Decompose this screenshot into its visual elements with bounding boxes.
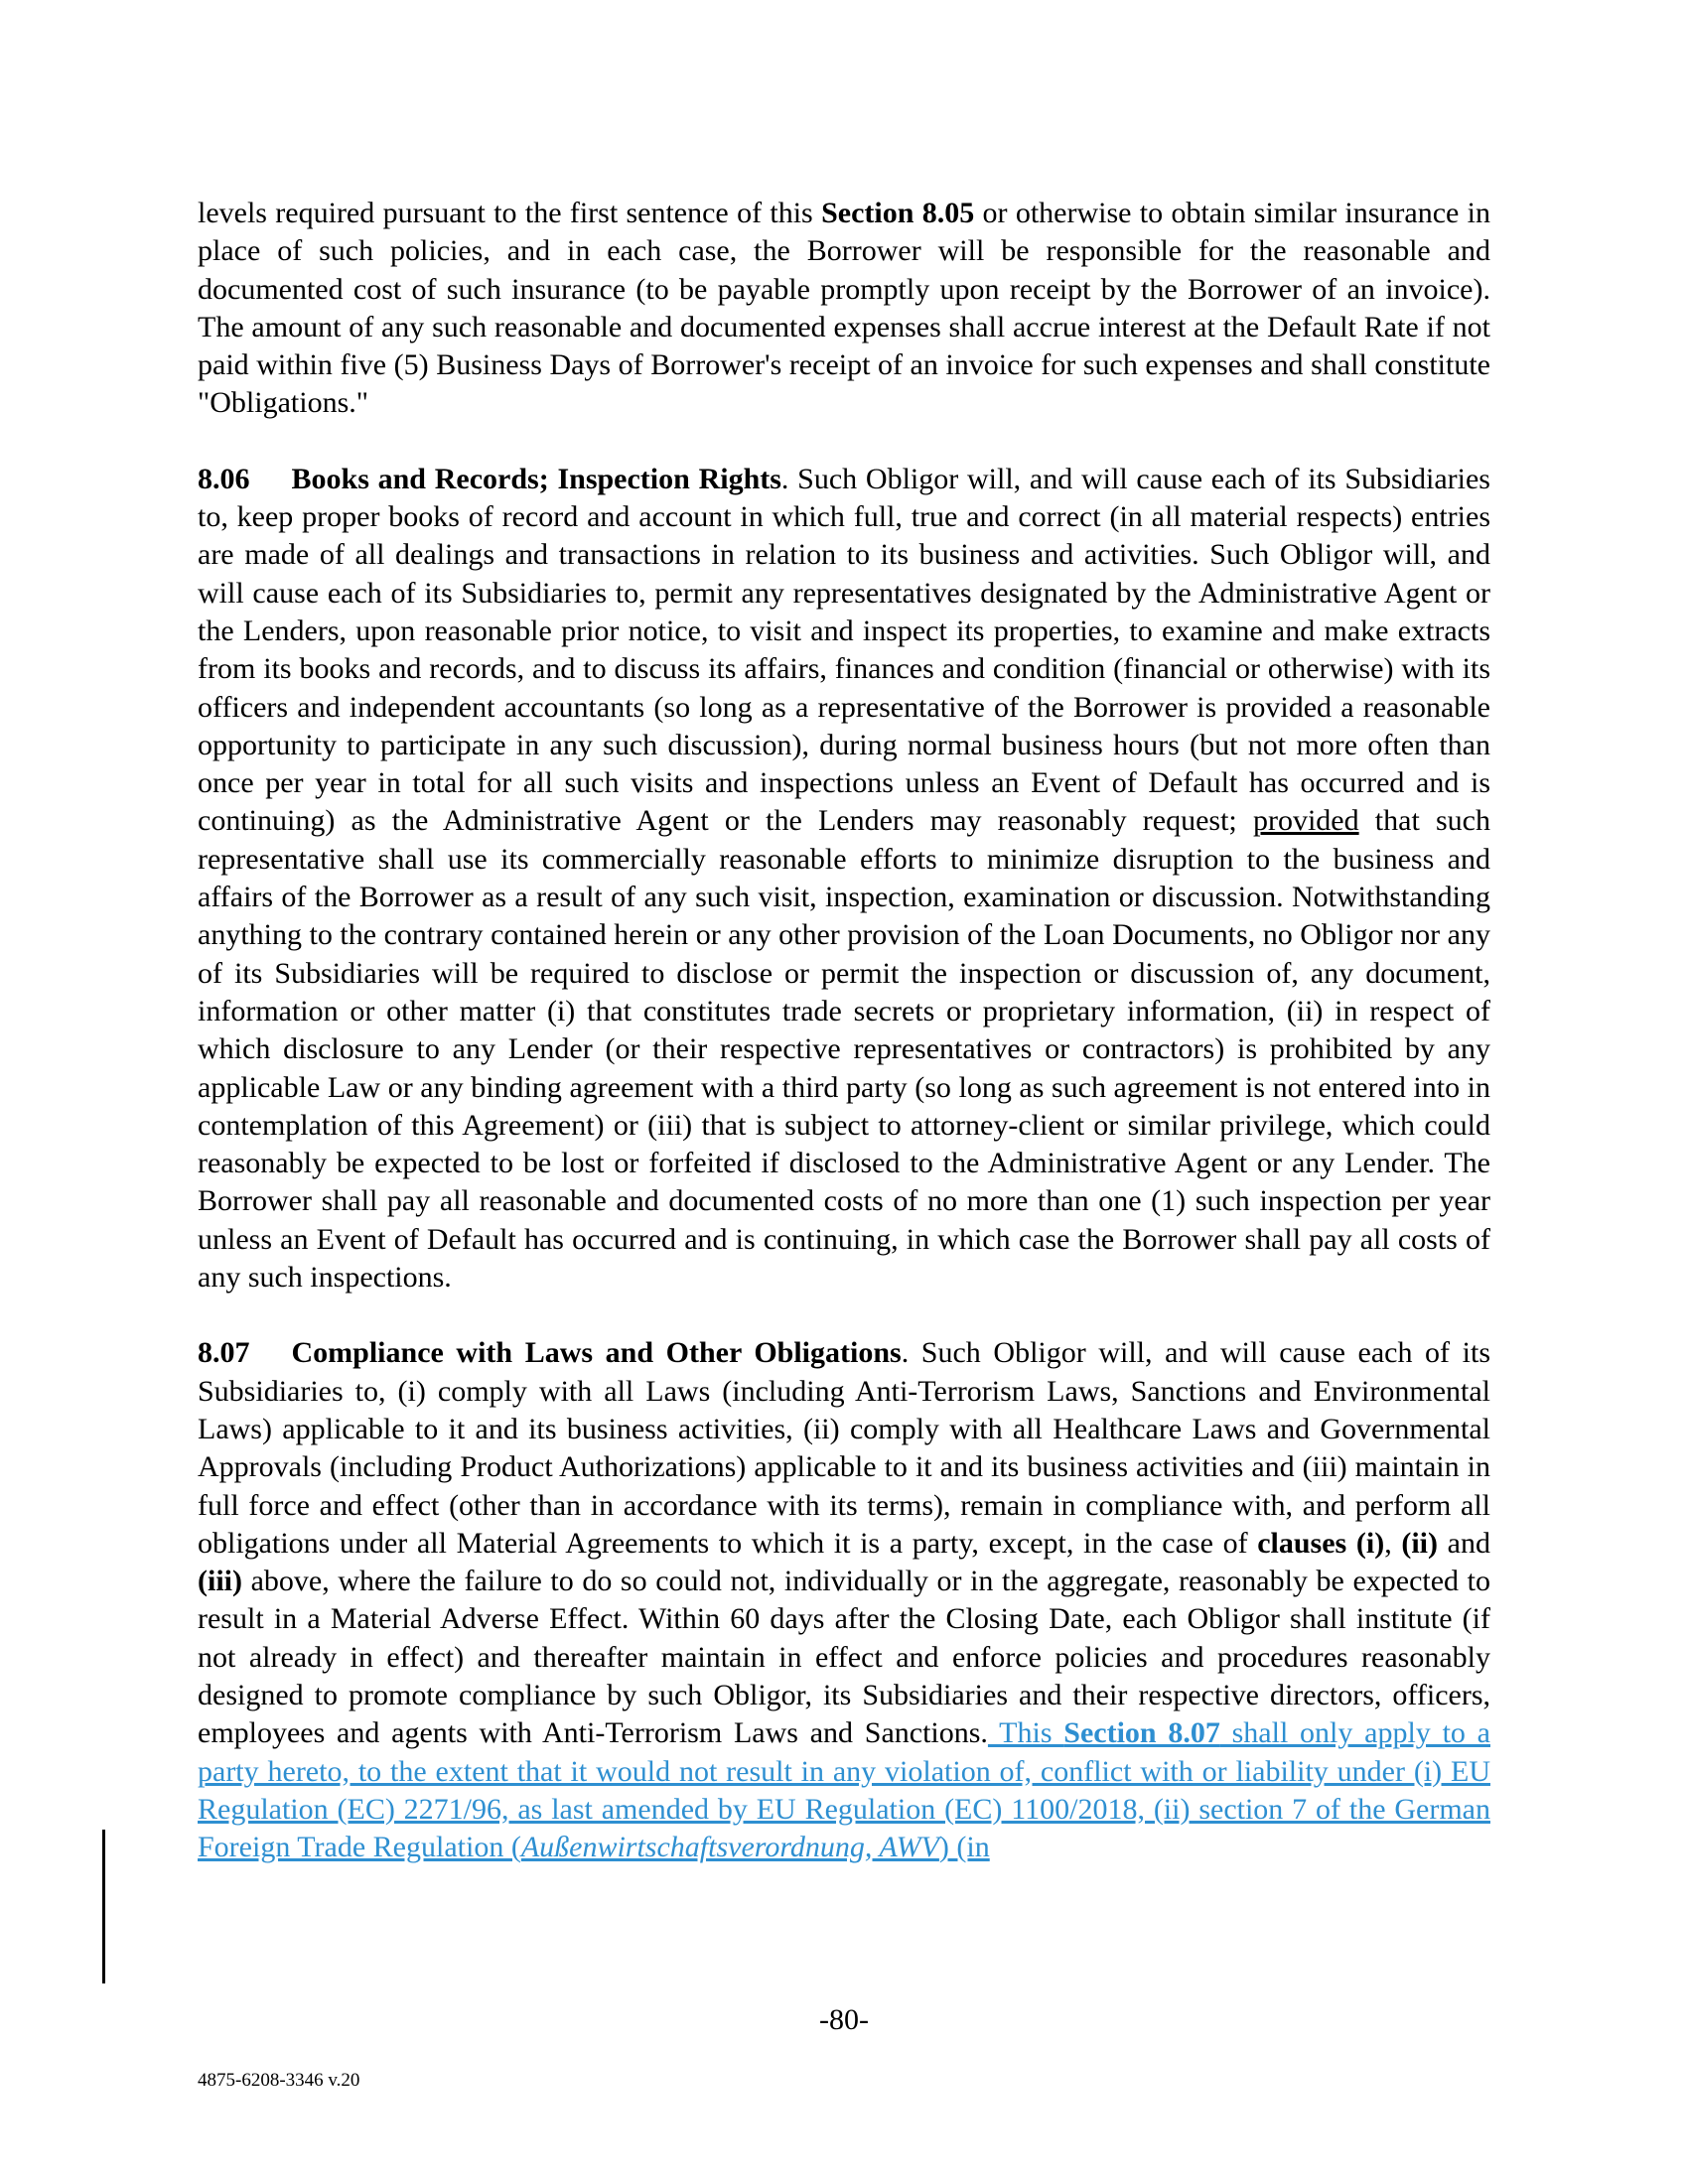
defined-term: provided [1252,804,1359,838]
section-reference: Section 8.05 [821,197,975,229]
intro-paragraph: levels required pursuant to the first sentence of this Section 8.05 or otherwise to obtain similar insurance in place of such policies, and in each case, the Borrower will be responsible for the reasonable and documented cost of such insurance (to be payable promptly upon receipt by the Borrower of an invoice). The amount of any such reasonable and documented expenses shall accrue interest at the Default Rate if not paid within five (5) Business Days of Borrower's receipt of an invoice for such expenses and shall constitute "Obligations." [198,197,1491,420]
section-8-07-paragraph: 8.07 Compliance with Laws and Other Obligations. Such Obligor will, and will cause each of its Subsidiaries to, (i) comply with all Laws (including Anti-Terrorism Laws, Sanctions and Environmental Laws) applicable to it and its business activities, (ii) comply with all Healthcare Laws and Governmental Approvals (including Product Authorizations) applicable to it and its business activities and (iii) maintain in full force and effect (other than in accordance with its terms), remain in compliance with, and perform all obligations under all Material Agreements to which it is a party, except, in the case of clauses (i), (ii) and (iii) above, where the failure to do so could not, individually or in the aggregate, reasonably be expected to result in a Material Adverse Effect. Within 60 days after the Closing Date, each Obligor shall institute (if not already in effect) and thereafter maintain in effect and enforce policies and procedures reasonably designed to promote compliance by such Obligor, its Subsidiaries and their respective directors, officers, employees and agents with Anti-Terrorism Laws and Sanctions. This Section 8.07 shall only apply to a party hereto, to the extent that it would not result in any violation of, conflict with or liability under (i) EU Regulation (EC) 2271/96, as last amended by EU Regulation (EC) 1100/2018, (ii) section 7 of the German Foreign Trade Regulation (Außenwirtschaftsverordnung, AWV) (in [198,1336,1490,1864]
section-8-06-paragraph: 8.06 Books and Records; Inspection Rights. Such Obligor will, and will cause each of its Subsidiaries to, keep proper books of record and account in which full, true and correct (in all material respects) entries are made of all dealings and transactions in relation to its business and activities. Such Obligor will, and will cause each of its Subsidiaries to, permit any representatives designated by the Administrative Agent or the Lenders, upon reasonable prior notice, to visit and inspect its properties, to examine and make extracts from its books and records, and to discuss its affairs, finances and condition (financial or otherwise) with its officers and independent accountants (so long as a representative of the Borrower is provided a reasonable opportunity to participate in any such discussion), during normal business hours (but not more often than once per year in total for all such visits and inspections unless an Event of Default has occurred and is continuing) as the Administrative Agent or the Lenders may reasonably request; provided that such representative shall use its commercially reasonable efforts to minimize disruption to the business and affairs of the Borrower as a result of any such visit, inspection, examination or discussion. Notwithstanding anything to the contrary contained herein or any other provision of the Loan Documents, no Obligor nor any of its Subsidiaries will be required to disclose or permit the inspection or discussion of, any document, information or other matter (i) that constitutes trade secrets or proprietary information, (ii) in respect of which disclosure to any Lender (or their respective representatives or contractors) is prohibited by any applicable Law or any binding agreement with a third party (so long as such agreement is not entered into in contemplation of this Agreement) or (iii) that is subject to attorney-client or similar privilege, which could reasonably be expected to be lost or forfeited if disclosed to the Administrative Agent or any Lender. The Borrower shall pay all reasonable and documented costs of no more than one (1) such inspection per year unless an Event of Default has occurred and is continuing, in which case the Borrower shall pay all costs of any such inspections. [198,462,1490,1295]
section-heading: Books and Records; Inspection Rights [291,462,781,495]
inserted-text: This Section 8.07 shall only apply to a party hereto, to the extent that it would not result in any violation of, conflict with or liability under (i) EU Regulation (EC) 2271/96, as last amended by EU Regulation (EC) 1100/2018, (ii) section 7 of the German Foreign Trade Regulation (Außenwirtschaftsverordnung, AWV) (in [198,1716,1490,1864]
section-number: 8.07 [198,1336,250,1370]
section-number: 8.06 [198,462,250,495]
section-reference: Section 8.07 [1063,1716,1220,1750]
revision-change-bar [102,1830,105,1983]
page-number: -80- [819,2003,869,2036]
document-body [198,195,1490,1866]
section-heading: Compliance with Laws and Other Obligations [291,1336,902,1370]
document-id: 4875-6208-3346 v.20 [198,2070,360,2091]
